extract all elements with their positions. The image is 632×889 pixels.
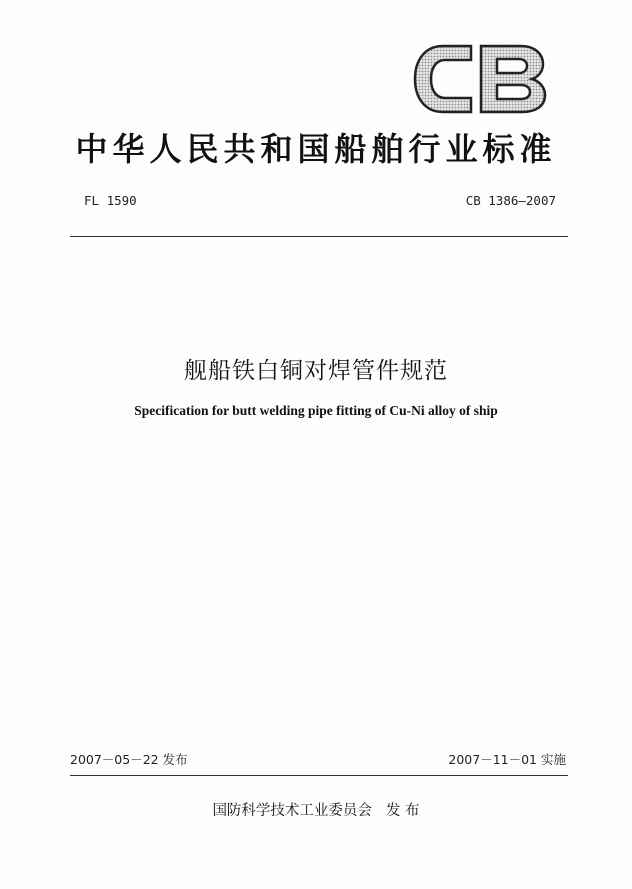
publisher-line [0, 799, 632, 820]
classification-code: FL 1590 [84, 193, 137, 208]
issue-date: 2007－05－22 发布 [70, 752, 188, 767]
publish-label: 发 布 [385, 803, 420, 819]
footer-divider [70, 775, 568, 776]
header-divider [70, 236, 568, 237]
implementation-date: 2007－11－01 实施 [448, 752, 566, 767]
document-title-english: Specification for butt welding pipe fitting of Cu-Ni alloy of ship [134, 403, 498, 418]
cb-logo [409, 40, 549, 118]
standard-number: CB 1386—2007 [465, 193, 556, 208]
publisher-name: 国防科学技术工业委员会 [212, 803, 372, 819]
document-title-chinese: 舰船铁白铜对焊管件规范 [184, 358, 448, 384]
standard-type-title: 中华人民共和国船舶行业标准 [75, 130, 557, 168]
